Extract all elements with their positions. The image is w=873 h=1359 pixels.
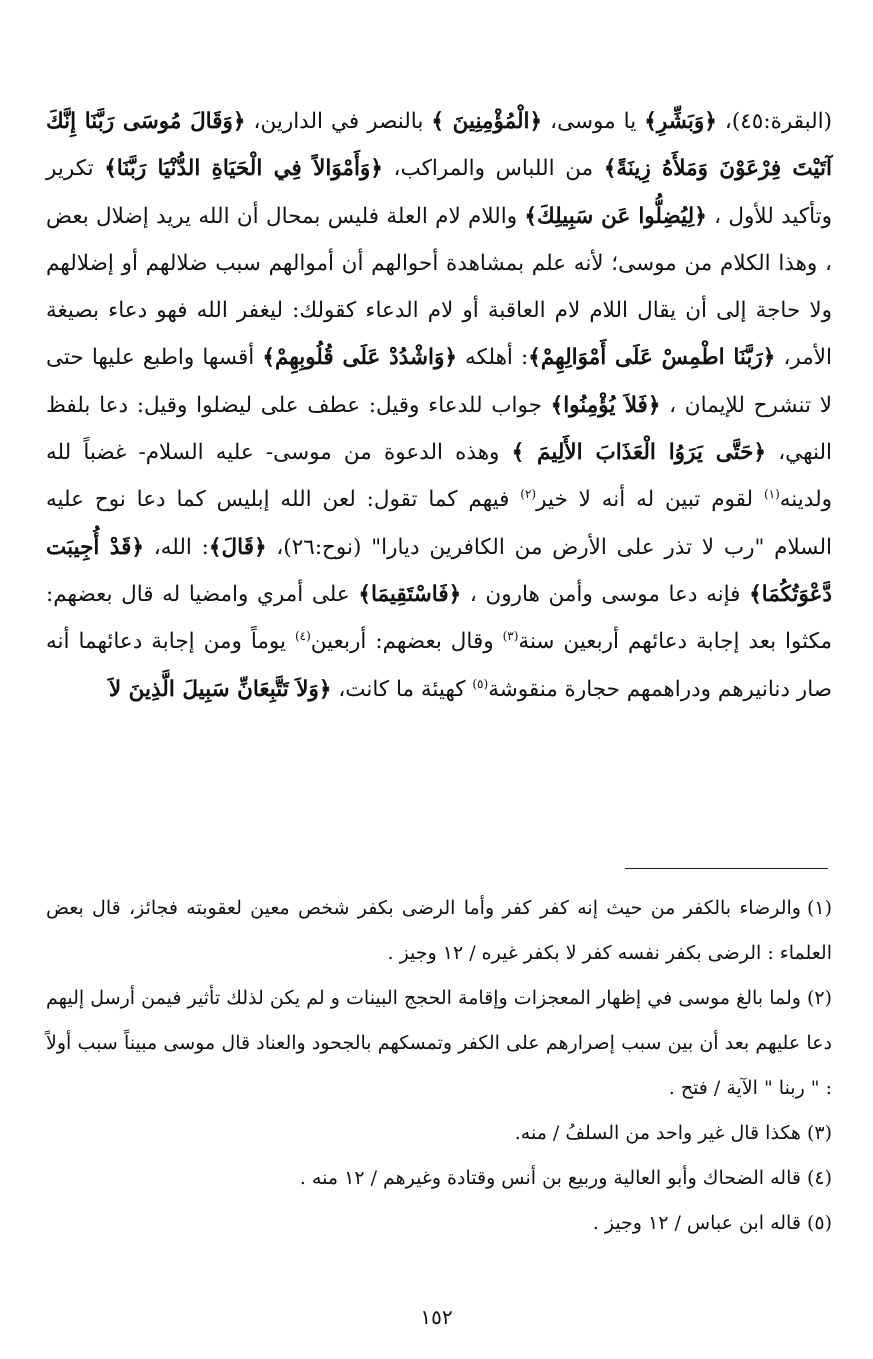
page-number: ١٥٢ [420,1305,453,1329]
footnote-text: والرضاء بالكفر من حيث إنه كفر كفر وأما الرضى بكفر شخص معين لعقوبته فجائز، قال بعض العلماء : الرضى بكفر نفسه كفر لا بكفر غيره / ١٢ وجيز . [46,897,832,964]
quran-verse: ﴿فَلاَ يُؤْمِنُوا﴾ [550,392,661,418]
footnote-number: (٢) [806,987,832,1009]
commentary-text: كهيئة ما كانت، [331,676,473,702]
footnote-number: (٣) [806,1122,832,1144]
footnote [46,976,832,1111]
quran-verse: ﴿قَدْ أُجِيبَت دَّعْوَتُكُمَا﴾ [46,534,833,607]
footnotes-list [46,886,832,1246]
quran-verse: ﴿فَاسْتَقِيمَا﴾ [358,581,462,607]
footnote-reference: (٣) [502,629,519,644]
footnote-divider [625,868,828,869]
footnote-reference: (٥) [472,676,489,691]
quran-verse: ﴿وَاشْدُدْ عَلَى قُلُوبِهِمْ﴾ [262,345,457,371]
quran-verse: ﴿حَتَّى يَرَوُا الْعَذَابَ الأَلِيمَ ﴾ [511,440,767,466]
commentary-text: واللام لام العلة فليس بمحال أن الله يريد إضلال بعض ، وهذا الكلام من موسى؛ لأنه علم بمشاهدة أحوالهم أن أموالهم سبب ضلالهم أو إضلالهم ولا حاجة إلى أن يقال اللام لام العاقبة أو لام الدعاء كقولك: ليغفر الله فهو دعاء بصيغة الأمر، [46,203,833,371]
commentary-text: فإنه دعا موسى وأمن هارون ، [461,581,750,607]
commentary-text: من اللباس والمراكب، [382,156,604,182]
commentary-text: يوماً ومن إجابة دعائهما أنه صار دنانيرهم ودراهمهم حجارة منقوشة [46,629,832,702]
footnote-reference: (٤) [294,629,311,644]
quran-verse: ﴿وَبَشِّرِ﴾ [644,109,717,134]
footnote [46,886,832,976]
commentary-text: : أهلكه [456,345,529,371]
commentary-text: : الله، [143,534,209,560]
footnote-text: ولما بالغ موسى في إظهار المعجزات وإقامة الحجج البينات و لم يكن لذلك تأثير فيمن أرسل إليهم دعا عليهم بعد أن بين سبب إصرارهم على الكفر وتمسكهم بالجحود والعناد قال موسى مبيناً سبب أولاً : " ربنا " الآية / فتح . [46,987,832,1099]
footnote-reference: (٢) [520,487,537,502]
commentary-text: تكرير وتأكيد للأول ، [46,156,832,229]
footnote-number: (١) [806,897,832,919]
footnote-number: (٤) [806,1167,832,1189]
commentary-text: (البقرة:٤٥)، [716,109,832,134]
footnote-text: هكذا قال غير واحد من السلفُ / منه. [514,1122,801,1144]
commentary-text: يا موسى، [542,109,645,134]
quran-verse: ﴿وَقَالَ مُوسَى رَبَّنَا إِنَّكَ آتَيْتَ فِرْعَوْنَ وَمَلأَهُ زِينَةً﴾ [46,109,832,182]
commentary-text: بالنصر في الدارين، [245,109,432,134]
footnote-number: (٥) [806,1212,832,1234]
main-body-text [46,98,832,713]
commentary-text: لقوم تبين له أنه لا خير [536,487,764,513]
commentary-text: وهذه الدعوة من موسى- عليه السلام- غضباً لله ولدينه [46,440,832,513]
footnote [46,1201,832,1246]
quran-verse: ﴿الْمُؤْمِنِينَ ﴾ [431,109,543,134]
commentary-text: وقال بعضهم: أربعين [310,629,503,655]
footnote [46,1111,832,1156]
commentary-text: فيهم كما تقول: لعن الله إبليس كما دعا نوح عليه السلام "رب لا تذر على الأرض من الكافرين ديارا" (نوح:٢٦)، [46,487,832,560]
commentary-text: أقسها واطبع عليها حتى لا تنشرح للإيمان ، [46,345,832,418]
footnote-reference: (١) [763,487,780,502]
commentary-text: على أمري وامضيا له قال بعضهم: مكثوا بعد إجابة دعائهم أربعين سنة [46,581,832,655]
footnote [46,1156,832,1201]
footnote-text: قاله ابن عباس / ١٢ وجيز . [592,1212,801,1234]
quran-verse: ﴿لِيُضِلُّوا عَن سَبِيلِكَ﴾ [524,203,707,229]
commentary-text: جواب للدعاء وقيل: عطف على ليضلوا وقيل: دعا بلفظ النهي، [46,392,832,466]
quran-verse: ﴿وَأَمْوَالاً فِي الْحَيَاةِ الدُّنْيَا رَبَّنَا﴾ [104,156,383,182]
quran-verse: ﴿وَلاَ تَتَّبِعَانِّ سَبِيلَ الَّذِينَ لاَ [108,676,332,702]
footnote-text: قاله الضحاك وأبو العالية وربيع بن أنس وقتادة وغيرهم / ١٢ منه . [299,1167,801,1189]
quran-verse: ﴿رَبَّنَا اطْمِسْ عَلَى أَمْوَالِهِمْ﴾ [528,345,776,371]
quran-verse: ﴿قَالَ﴾ [208,534,267,560]
